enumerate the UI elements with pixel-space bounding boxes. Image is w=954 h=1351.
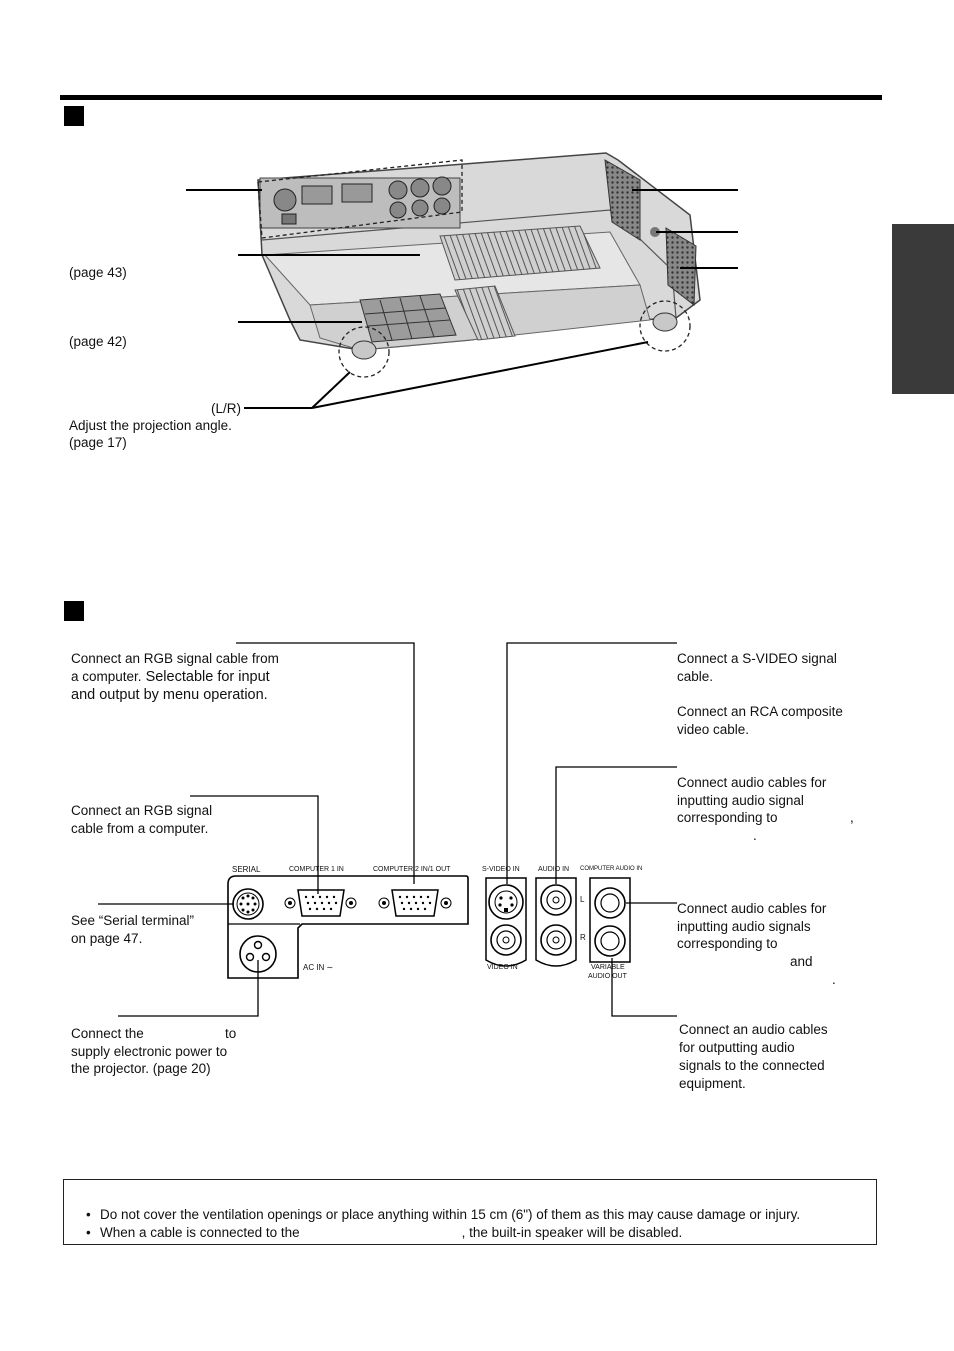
panel-label-l: L	[580, 895, 585, 904]
panel-label-s-video-in: S-VIDEO IN	[482, 866, 520, 873]
label-adjuster-side: (L/R)	[211, 401, 241, 416]
audio-out-desc-line1: Connect an audio cables	[679, 1022, 828, 1037]
audio-out-desc-line4: equipment.	[679, 1076, 746, 1091]
computer2-desc-line3: and output by menu operation.	[71, 687, 268, 703]
note-box	[63, 1179, 877, 1245]
label-page-42: (page 42)	[69, 334, 127, 349]
computer-audio-in-desc-line2: inputting audio signals	[677, 919, 811, 934]
note-list	[86, 1206, 800, 1241]
audio-in-desc-line4: .	[753, 828, 757, 843]
audio-in-desc-line3b: ,	[850, 810, 854, 825]
panel-label-video-in: VIDEO IN	[487, 964, 518, 971]
computer-audio-in-desc-line5: .	[832, 972, 836, 987]
ac-in-desc-line1b: to	[225, 1026, 237, 1041]
video-desc-line1: Connect an RCA composite	[677, 704, 843, 719]
label-adjuster-desc: Adjust the projection angle.	[69, 418, 232, 433]
ac-in-desc-line1a: Connect the	[71, 1026, 144, 1041]
computer-audio-in-desc-line1: Connect audio cables for	[677, 901, 827, 916]
note-item: • Do not cover the ventilation openings or place anything within 15 cm (6") of them as this may cause damage or injury.	[86, 1207, 801, 1222]
s-video-desc-line2: cable.	[677, 669, 714, 684]
note-cable-suffix: , the built-in speaker will be disabled.	[461, 1224, 683, 1240]
panel-label-audio-in: AUDIO IN	[538, 866, 570, 873]
panel-label-audio-out: AUDIO OUT	[588, 973, 627, 980]
audio-in-desc-line3a: corresponding to	[677, 810, 778, 825]
panel-label-ac-in: AC IN ∼	[303, 963, 334, 972]
computer2-desc-line2b: Selectable for input	[141, 669, 270, 685]
ac-in-desc-line2: supply electronic power to	[71, 1044, 228, 1059]
note-cable-prefix: When a cable is connected to the	[100, 1224, 300, 1240]
panel-label-serial: SERIAL	[232, 865, 261, 874]
label-page-17: (page 17)	[69, 435, 127, 450]
ac-in-desc-line3: the projector. (page 20)	[71, 1061, 211, 1076]
audio-out-desc-line2: for outputting audio	[679, 1040, 795, 1055]
computer2-desc-line1: Connect an RGB signal cable from	[71, 651, 279, 666]
computer2-desc-line2a: a computer.	[71, 669, 142, 684]
audio-in-desc-line1: Connect audio cables for	[677, 775, 827, 790]
audio-out-desc-line3: signals to the connected	[679, 1058, 825, 1073]
serial-desc-line2: on page 47.	[71, 931, 143, 946]
label-page-43: (page 43)	[69, 265, 127, 280]
computer1-desc-line1: Connect an RGB signal	[71, 803, 213, 818]
audio-in-desc-line2: inputting audio signal	[677, 793, 804, 808]
computer-audio-in-desc-line3: corresponding to	[677, 936, 778, 951]
computer-audio-in-desc-line4: and	[790, 954, 813, 969]
note-item: • When a cable is connected to the , the built-in speaker will be disabled.	[86, 1224, 683, 1240]
s-video-desc-line1: Connect a S-VIDEO signal	[677, 651, 837, 666]
panel-label-r: R	[580, 933, 586, 942]
note-ventilation: Do not cover the ventilation openings or place anything within 15 cm (6") of them as this may cause damage or injury.	[100, 1207, 801, 1222]
panel-label-computer2: COMPUTER 2 IN/1 OUT	[373, 866, 451, 873]
panel-label-computer-audio-in: COMPUTER AUDIO IN	[580, 866, 643, 872]
computer1-desc-line2: cable from a computer.	[71, 821, 209, 836]
video-desc-line2: video cable.	[677, 722, 750, 737]
panel-label-variable: VARIABLE	[591, 964, 625, 971]
serial-desc-line1: See “Serial terminal”	[71, 913, 195, 928]
panel-label-computer1-in: COMPUTER 1 IN	[289, 866, 344, 873]
computer2-desc-line2	[71, 668, 270, 686]
